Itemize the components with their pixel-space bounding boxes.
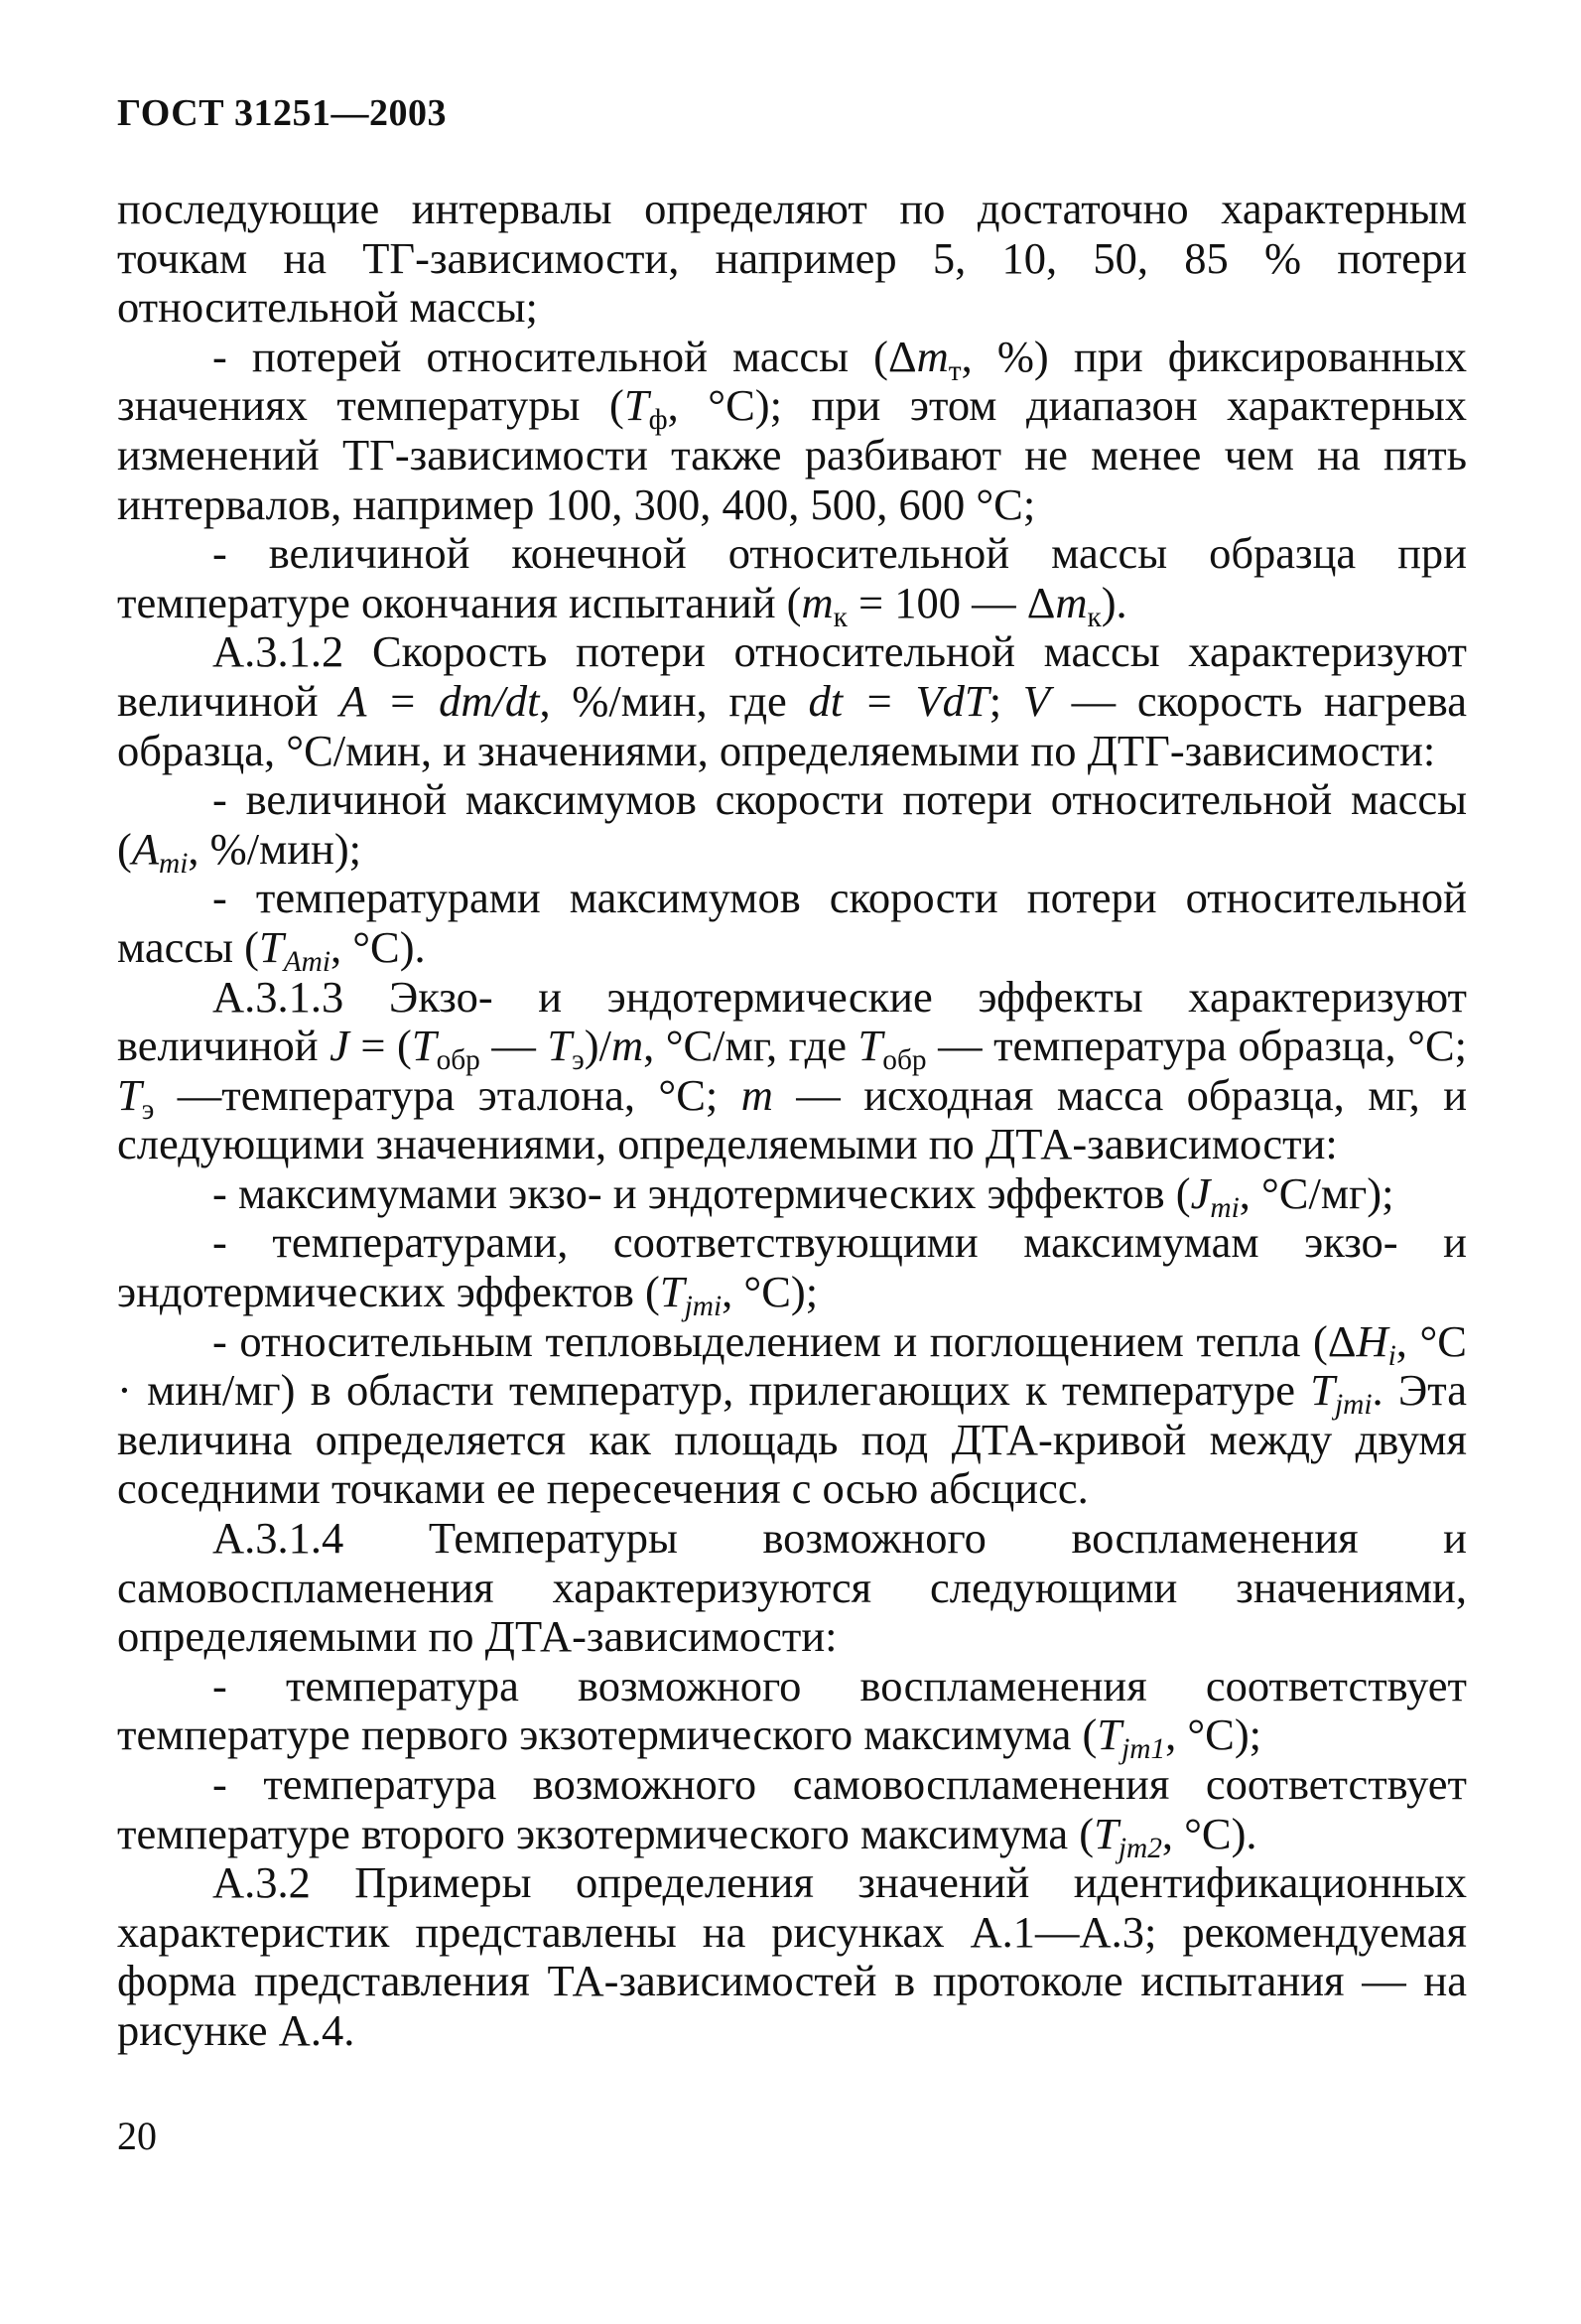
subscript: обр: [882, 1043, 927, 1076]
symbol: T: [547, 1021, 573, 1071]
symbol: m: [1055, 577, 1088, 627]
symbol: T: [411, 1021, 437, 1071]
page-number: 20: [117, 2114, 157, 2158]
paragraph-section-a313: [117, 973, 1467, 1169]
text-run: )/: [584, 1021, 611, 1071]
symbol: T: [258, 921, 284, 972]
text-run: , °С/мг);: [1239, 1167, 1394, 1218]
subscript: т: [948, 354, 962, 387]
subscript-text: mi: [159, 847, 189, 880]
subscript-text: jmi: [1334, 1389, 1373, 1422]
text-run: , °С · мин/мг) в области температур, прилегающих к температуре: [117, 1315, 1467, 1416]
paragraph-section-a314: А.3.1.4 Температуры возможного воспламенения и самовоспламенения характеризуются следующими значениями, определяемыми по ДТА-зависимости:: [117, 1513, 1467, 1662]
symbol: T: [1310, 1365, 1335, 1416]
subscript-text: jm1: [1121, 1733, 1166, 1766]
text-run: , °С).: [330, 921, 426, 972]
symbol: Т: [623, 380, 649, 431]
text-run: , %) при фиксированных значениях температуры (: [117, 331, 1467, 431]
paragraph-mass-loss-item: [117, 333, 1467, 529]
text-run: , °С);: [722, 1267, 819, 1317]
text-run: — температура образца, °С;: [926, 1021, 1467, 1071]
text-run: = 100 — Δ: [847, 577, 1056, 627]
text-run: - величиной максимумов скорости потери относительной массы (: [117, 774, 1467, 874]
text-run: —: [479, 1021, 548, 1071]
text-run: — исходная масса образца, мг, и следующими значениями, определяемыми по ДТА-зависимости:: [117, 1069, 1468, 1169]
subscript-text: jmi: [684, 1290, 723, 1322]
formula: dt = VdT: [808, 675, 989, 726]
text-run: - температурами, соответствующими максимумам экзо- и эндотермических эффектов (: [117, 1217, 1467, 1317]
body-text: [117, 185, 1467, 2056]
paragraph-autoignition-item: [117, 1759, 1467, 1864]
subscript: [159, 848, 188, 880]
text-run: А.3.1.2 Скорость потери относительной массы характеризуют величиной: [117, 626, 1467, 726]
paragraph-continuation: последующие интервалы определяют по достаточно характерным точкам на ТГ-зависимости, например 5, 10, 50, 85 % потери относительной массы;: [117, 184, 1467, 333]
text-run: - относительным тепловыделением и поглощением тепла (Δ: [212, 1315, 1357, 1366]
symbol: T: [117, 1069, 142, 1120]
subscript: к: [1087, 601, 1102, 633]
paragraph-heat-item: [117, 1317, 1467, 1514]
symbol: A: [131, 823, 160, 874]
symbol: T: [857, 1021, 883, 1071]
paragraph-section-a312: [117, 627, 1467, 775]
symbol: T: [1097, 1709, 1122, 1760]
text-run: —температура эталона, °С;: [154, 1069, 741, 1120]
paragraph-section-a32: А.3.2 Примеры определения значений идентификационных характеристик представлены на рисунках А.1—А.3; рекомендуемая форма представления ТА-зависимостей в протоколе испытания — на рисунке А.4.: [117, 1857, 1467, 2055]
subscript: обр: [436, 1043, 480, 1076]
symbol: T: [659, 1267, 685, 1317]
symbol: m: [916, 331, 949, 381]
standard-header: ГОСТ 31251—2003: [117, 92, 448, 134]
text-run: — скорость нагрева образца, °С/мин, и значениями, определяемыми по ДТГ-зависимости:: [117, 675, 1467, 775]
text-run: - температура возможного воспламенения соответствует температуре первого экзотермического максимума (: [117, 1660, 1467, 1760]
paragraph-max-rate-temp-item: [117, 873, 1467, 978]
symbol: J: [329, 1021, 349, 1071]
symbol: m: [801, 577, 834, 627]
text-run: , °С); при этом диапазон характерных изменений ТГ-зависимости также разбивают не менее чем на пять интервалов, например 100, 300, 400, 500, 600 °С;: [117, 380, 1467, 529]
text-run: - температура возможного самовоспламенения соответствует температуре второго экзотермического максимума (: [117, 1759, 1467, 1858]
symbol: m: [740, 1069, 773, 1120]
subscript-text: jm2: [1118, 1832, 1162, 1864]
text-run: , °С).: [1161, 1808, 1257, 1858]
symbol: V: [1022, 675, 1050, 726]
text-run: . Эта величина определяется как площадь под ДТА-кривой между двумя соседними точками ее пересечения с осью абсцисс.: [117, 1365, 1467, 1514]
text-run: , %/мин);: [188, 823, 362, 874]
subscript-text: i: [1387, 1339, 1396, 1372]
text-run: А.3.1.3 Экзо- и эндотермические эффекты характеризуют величиной: [117, 971, 1467, 1071]
paragraph-effect-max-item: [117, 1167, 1467, 1224]
text-run: ;: [988, 675, 1023, 726]
paragraph-ignition-item: [117, 1660, 1467, 1766]
paragraph-effect-temp-item: [117, 1217, 1467, 1322]
paragraph-max-rate-item: [117, 774, 1467, 880]
subscript-text: Ami: [283, 945, 330, 978]
text-run: - потерей относительной массы (Δ: [212, 331, 917, 381]
subscript: ф: [648, 404, 668, 437]
subscript: к: [833, 601, 848, 633]
text-run: , %/мин, где: [539, 675, 809, 726]
text-run: ).: [1101, 577, 1127, 627]
symbol: m: [610, 1021, 644, 1071]
text-run: , °С/мг, где: [643, 1021, 858, 1071]
symbol: J: [1190, 1167, 1211, 1218]
text-run: = (: [348, 1021, 412, 1071]
symbol: T: [1094, 1808, 1119, 1858]
paragraph-final-mass-item: [117, 528, 1467, 633]
text-run: - максимумами экзо- и эндотермических эффектов (: [212, 1167, 1191, 1218]
symbol: H: [1356, 1315, 1388, 1366]
text-run: , °С);: [1165, 1709, 1262, 1760]
subscript: э: [572, 1043, 585, 1076]
text-run: - температурами максимумов скорости потери относительной массы (: [117, 873, 1467, 972]
subscript-text: mi: [1210, 1191, 1240, 1224]
formula: A = dm/dt: [339, 675, 540, 726]
subscript: э: [141, 1093, 155, 1126]
text-run: - величиной конечной относительной массы образца при температуре окончания испытаний (: [117, 528, 1467, 627]
